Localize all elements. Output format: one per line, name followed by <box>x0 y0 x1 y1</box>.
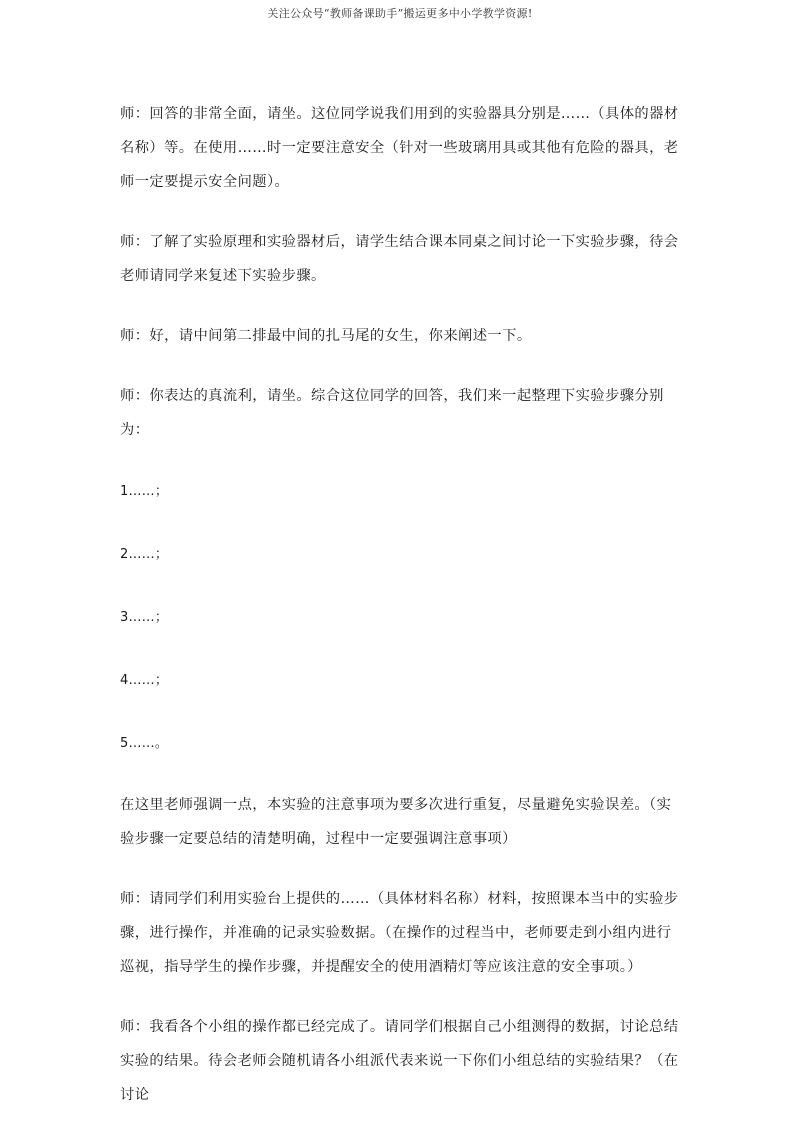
header-note: 关注公众号“教师备课助手”搬运更多中小学教学资源! <box>267 7 533 20</box>
document-body <box>120 97 686 1112</box>
paragraph-call-student: 师：好，请中间第二排最中间的扎马尾的女生，你来阐述一下。 <box>120 328 532 344</box>
paragraph-summarize-steps: 师：你表达的真流利，请坐。综合这位同学的回答，我们来一起整理下实验步骤分别为： <box>120 388 664 438</box>
step-item-5: 5……。 <box>120 736 169 751</box>
paragraph-precautions: 在这里老师强调一点，本实验的注意事项为要多次进行重复，尽量避免实验误差。（实验步骤一定要总结的清楚明确，过程中一定要强调注意事项） <box>120 797 672 847</box>
step-item-1: 1……； <box>120 484 169 499</box>
step-item-3: 3……； <box>120 610 169 625</box>
step-item-4: 4……； <box>120 673 169 688</box>
paragraph-teacher-praise-equipment: 师：回答的非常全面，请坐。这位同学说我们用到的实验器具分别是……（具体的器材名称）等。在使用……时一定要注意安全（针对一些玻璃用具或其他有危险的器具，老师一定要提示安全问题）。 <box>120 106 679 190</box>
paragraph-experiment-operation: 师：请同学们利用实验台上提供的……（具体材料名称）材料，按照课本当中的实验步骤，进行操作，并准确的记录实验数据。（在操作的过程当中，老师要走到小组内进行巡视，指导学生的操作步骤，并提醒安全的使用酒精灯等应该注意的安全事项。） <box>120 891 679 975</box>
step-item-2: 2……； <box>120 547 169 562</box>
paragraph-discuss-steps: 师：了解了实验原理和实验器材后，请学生结合课本同桌之间讨论一下实验步骤，待会老师请同学来复述下实验步骤。 <box>120 234 679 284</box>
paragraph-results-discussion: 师：我看各个小组的操作都已经完成了。请同学们根据自己小组测得的数据，讨论总结实验的结果。待会老师会随机请各小组派代表来说一下你们小组总结的实验结果？（在讨论 <box>120 1019 679 1103</box>
